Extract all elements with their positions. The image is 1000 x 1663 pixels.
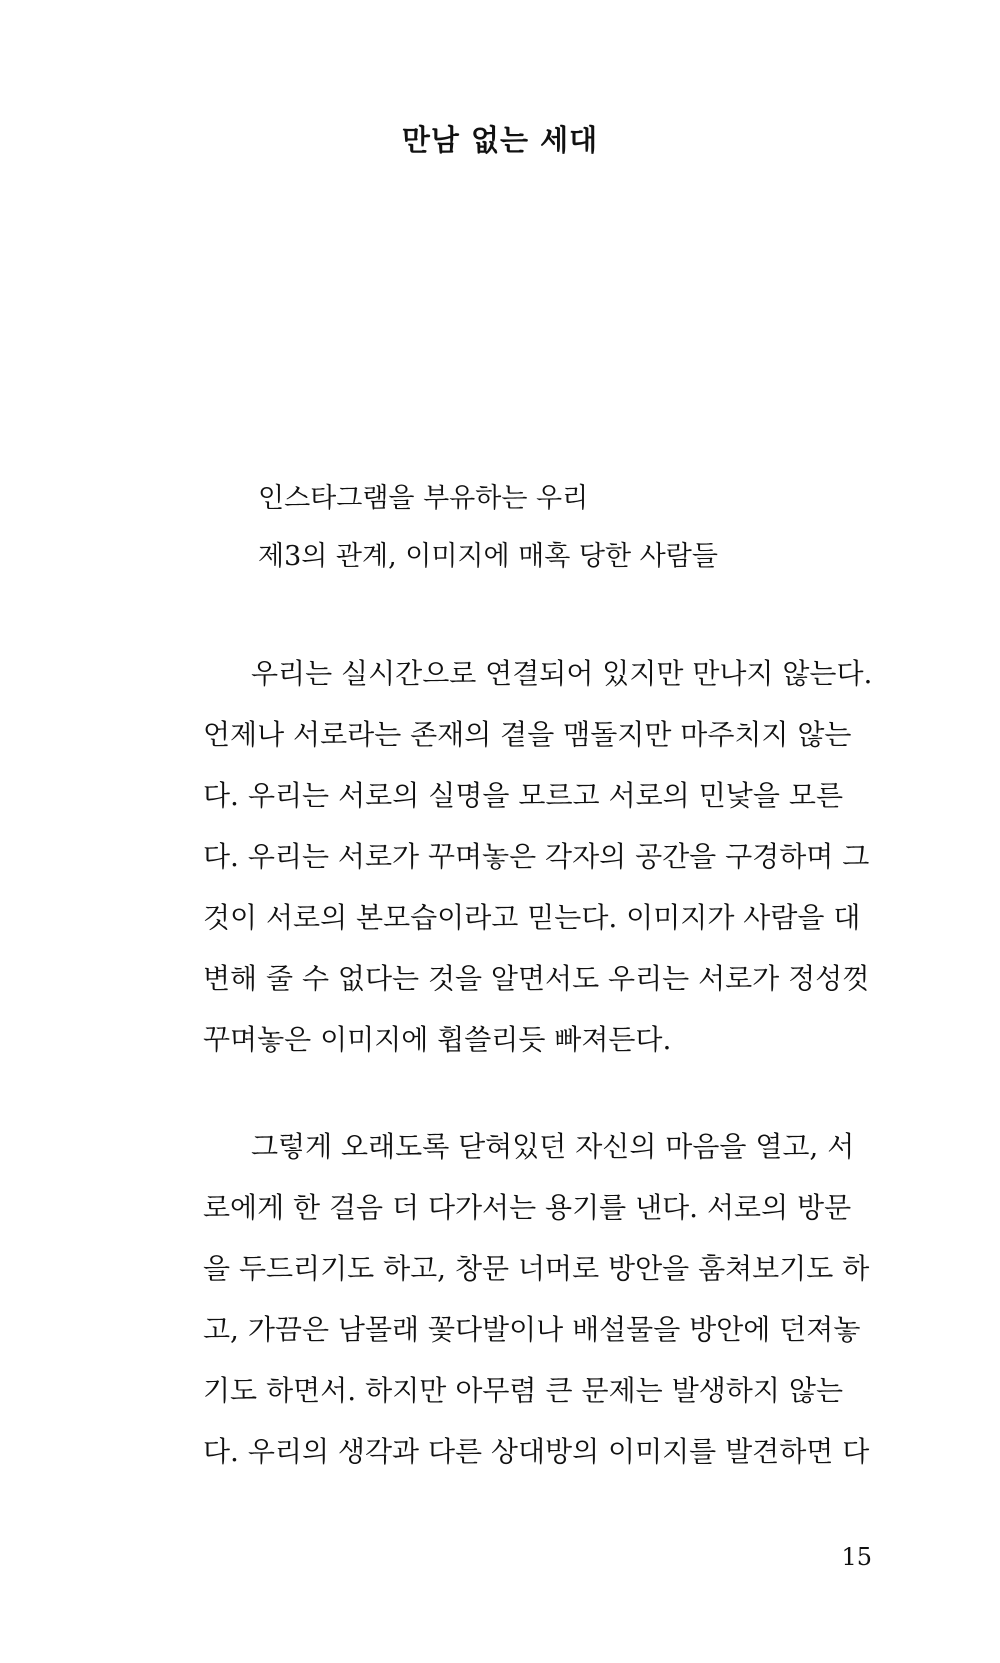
text-line: 것이 서로의 본모습이라고 믿는다. 이미지가 사람을 대 — [203, 901, 861, 934]
text-line: 다. 우리는 서로의 실명을 모르고 서로의 민낯을 모른 — [203, 779, 843, 812]
chapter-title: 만남 없는 세대 — [401, 123, 599, 157]
epigraph — [258, 470, 718, 586]
epigraph-line: 제3의 관계, 이미지에 매혹 당한 사람들 — [258, 541, 718, 572]
text-line: 을 두드리기도 하고, 창문 너머로 방안을 훔쳐보기도 하 — [203, 1252, 870, 1285]
text-line: 고, 가끔은 남몰래 꽃다발이나 배설물을 방안에 던져놓 — [203, 1313, 861, 1346]
epigraph-line: 인스타그램을 부유하는 우리 — [258, 483, 589, 514]
page-number: 15 — [841, 1543, 872, 1571]
text-line: 변해 줄 수 없다는 것을 알면서도 우리는 서로가 정성껏 — [203, 962, 870, 995]
body-paragraph-1 — [203, 643, 873, 1070]
text-line: 기도 하면서. 하지만 아무렴 큰 문제는 발생하지 않는 — [203, 1374, 843, 1407]
text-line: 꾸며놓은 이미지에 휩쓸리듯 빠져든다. — [203, 1023, 672, 1056]
text-line: 다. 우리는 서로가 꾸며놓은 각자의 공간을 구경하며 그 — [203, 840, 870, 873]
text-line: 그렇게 오래도록 닫혀있던 자신의 마음을 열고, 서 — [251, 1130, 855, 1163]
text-line: 로에게 한 걸음 더 다가서는 용기를 낸다. 서로의 방문 — [203, 1191, 852, 1224]
text-line: 우리는 실시간으로 연결되어 있지만 만나지 않는다. — [251, 657, 873, 690]
text-line: 다. 우리의 생각과 다른 상대방의 이미지를 발견하면 다 — [203, 1435, 870, 1468]
body-paragraph-2 — [203, 1116, 870, 1482]
text-line: 언제나 서로라는 존재의 곁을 맴돌지만 마주치지 않는 — [203, 718, 852, 751]
